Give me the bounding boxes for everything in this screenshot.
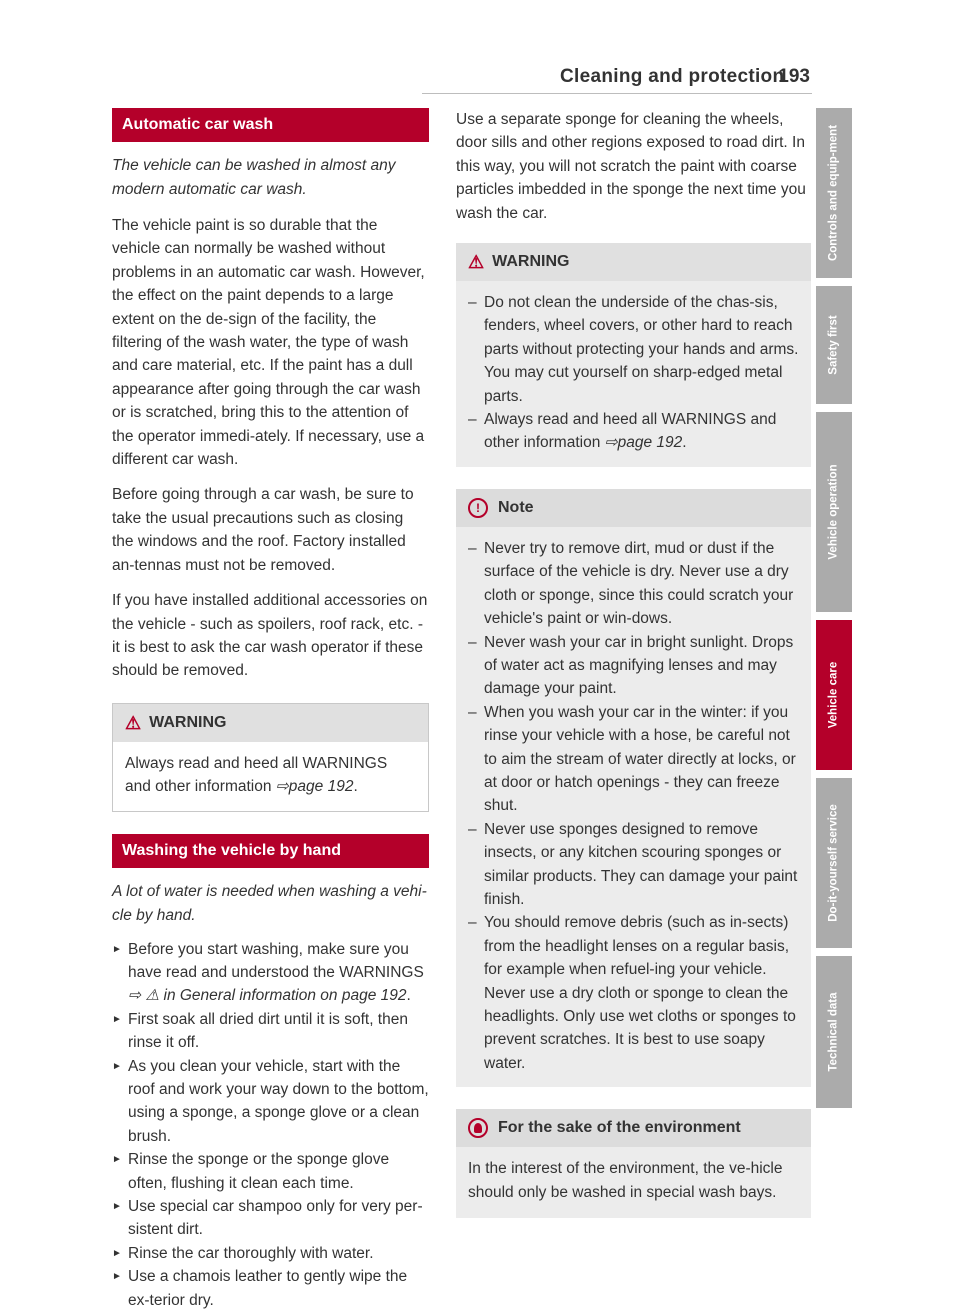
step-item: ► Before you start washing, make sure you have read and understood the WARNINGS ⇨ ⚠ in General information on page 192. [112, 938, 429, 1008]
chapter-tab-label: Vehicle care [827, 661, 840, 729]
warning-triangle-icon: ⚠ [125, 712, 142, 733]
chapter-tabs [816, 108, 852, 1116]
right-column [456, 108, 811, 1218]
warning-text: Always read and heed all WARNINGS and other information ⇨page 192. [125, 754, 388, 796]
chapter-tab-label: Technical data [827, 992, 840, 1072]
warning-triangle-icon: ⚠ [468, 252, 485, 273]
chapter-tab-label: Safety first [827, 315, 840, 375]
bullet-arrow-icon: ► [112, 1154, 122, 1166]
page-reference-link[interactable]: ⇨page 192 [604, 434, 683, 452]
warning-box [456, 243, 811, 467]
note-box [456, 489, 811, 1087]
exclamation-circle-icon: ! [468, 498, 488, 518]
note-item: – Never wash your car in bright sunlight. Drops of water act as magnifying lenses and may damage your paint. [468, 633, 794, 698]
bullet-arrow-icon: ► [112, 1247, 122, 1259]
note-item: – You should remove debris (such as in-sects) from the headlight lenses on a regular basis, for example when refuel-ing your vehicle. Never use a dry cloth or sponge to clean the headlights. Only use wet cloths or sponges to prevent scratches. It is best to use soapy water. [468, 914, 796, 1072]
step-item: ► As you clean your vehicle, start with the roof and work your way down to the bottom, using a sponge, a sponge glove or a clean brush. [112, 1055, 429, 1149]
chapter-tab[interactable] [816, 108, 852, 278]
warning-header [456, 243, 811, 281]
chapter-tab-label: Controls and equip-ment [827, 124, 840, 262]
bullet-arrow-icon: ► [112, 1201, 122, 1212]
warning-header [113, 704, 428, 742]
paragraph: The vehicle paint is so durable that the vehicle can normally be washed without problems in an automatic car wash. However, the effect on the paint depends to a large extent on the de-sign of the facility, the filtering of the wash water, the type of wash and care material, etc. If the paint has a dull appearance after going through the car wash or is scratched, bring this to the attention of the operator immedi-ately. If necessary, use a different car wash. [112, 217, 425, 469]
paragraph: Before going through a car wash, be sure to take the usual precautions such as closing the windows and the roof. Factory installed an-tennas must not be removed. [112, 486, 414, 574]
environment-label: For the sake of the environment [498, 1119, 741, 1137]
chapter-tab-label: Vehicle operation [827, 464, 840, 560]
note-item: – Never try to remove dirt, mud or dust if the surface of the vehicle is dry. Never use a dry cloth or sponge, since this could scratch your vehicle's paint or win-dows. [468, 539, 794, 628]
chapter-tab[interactable] [816, 412, 852, 612]
chapter-tab-label: Do-it-yourself service [827, 804, 840, 922]
left-column [112, 108, 429, 1312]
step-item: ► Use special car shampoo only for very per-sistent dirt. [112, 1195, 429, 1242]
chapter-tab[interactable] [816, 778, 852, 948]
note-list [456, 527, 811, 1087]
note-item: – Never use sponges designed to remove insects, or any kitchen scouring sponges or similar products. They can damage your paint finish. [468, 820, 798, 908]
paragraph: If you have installed additional accessories on the vehicle - such as spoilers, roof rack, etc. - it is best to ask the car wash operator if these should be removed. [112, 592, 428, 680]
note-header [456, 489, 811, 527]
note-item: – When you wash your car in the winter: if you rinse your vehicle with a hose, be careful not to aim the stream of water directly at locks, or at door or hatch openings - they can freeze shut. [468, 703, 796, 815]
bullet-arrow-icon: ► [112, 1013, 122, 1025]
bullet-arrow-icon: ► [112, 1060, 122, 1072]
environment-box [456, 1109, 811, 1218]
step-item: ► Rinse the sponge or the sponge glove often, flushing it clean each time. [112, 1148, 429, 1195]
environment-text: In the interest of the environment, the ve-hicle should only be washed in special wash bays. [468, 1160, 783, 1201]
intro-automatic-car-wash: The vehicle can be washed in almost any modern automatic car wash. [112, 157, 396, 198]
chapter-tab[interactable] [816, 286, 852, 404]
page-header [560, 66, 810, 96]
warning-item: – Always read and heed all WARNINGS and other information ⇨page 192. [468, 411, 777, 452]
header-title: Cleaning and protection [560, 66, 785, 87]
tree-icon [468, 1118, 488, 1138]
step-item: ► Use a chamois leather to gently wipe the ex-terior dry. [112, 1265, 429, 1312]
paragraph: Use a separate sponge for cleaning the wheels, door sills and other regions exposed to road dirt. In this way, you will not scratch the paint with coarse particles imbedded in the sponge the next time you wash the car. [456, 111, 806, 222]
section-title-washing-by-hand: Washing the vehicle by hand [112, 834, 429, 868]
warning-list [456, 281, 811, 467]
bullet-arrow-icon: ► [112, 943, 122, 955]
note-label: Note [498, 498, 534, 516]
warning-box [112, 703, 429, 812]
step-item: ► Rinse the car thoroughly with water. [112, 1242, 429, 1265]
page-reference-link[interactable]: ⇨page 192 [275, 778, 354, 796]
warning-label: WARNING [492, 253, 570, 271]
header-rule [422, 93, 812, 94]
step-list [112, 938, 429, 1312]
warning-label: WARNING [149, 713, 227, 731]
intro-washing-by-hand: A lot of water is needed when washing a vehi-cle by hand. [112, 882, 427, 924]
page-reference-link[interactable]: ⇨ ⚠ in General information on page 192 [128, 987, 407, 1005]
warning-item: – Do not clean the underside of the chas-sis, fenders, wheel covers, or other hard to reach parts without protecting your hands and arms. You may cut yourself on sharp-edged metal parts. [468, 294, 799, 405]
environment-header [456, 1109, 811, 1147]
section-title-automatic-car-wash: Automatic car wash [112, 108, 429, 142]
bullet-arrow-icon: ► [112, 1271, 122, 1283]
chapter-tab[interactable] [816, 956, 852, 1108]
page-number: 193 [778, 66, 810, 87]
chapter-tab[interactable] [816, 620, 852, 770]
step-item: ► First soak all dried dirt until it is soft, then rinse it off. [112, 1008, 429, 1055]
